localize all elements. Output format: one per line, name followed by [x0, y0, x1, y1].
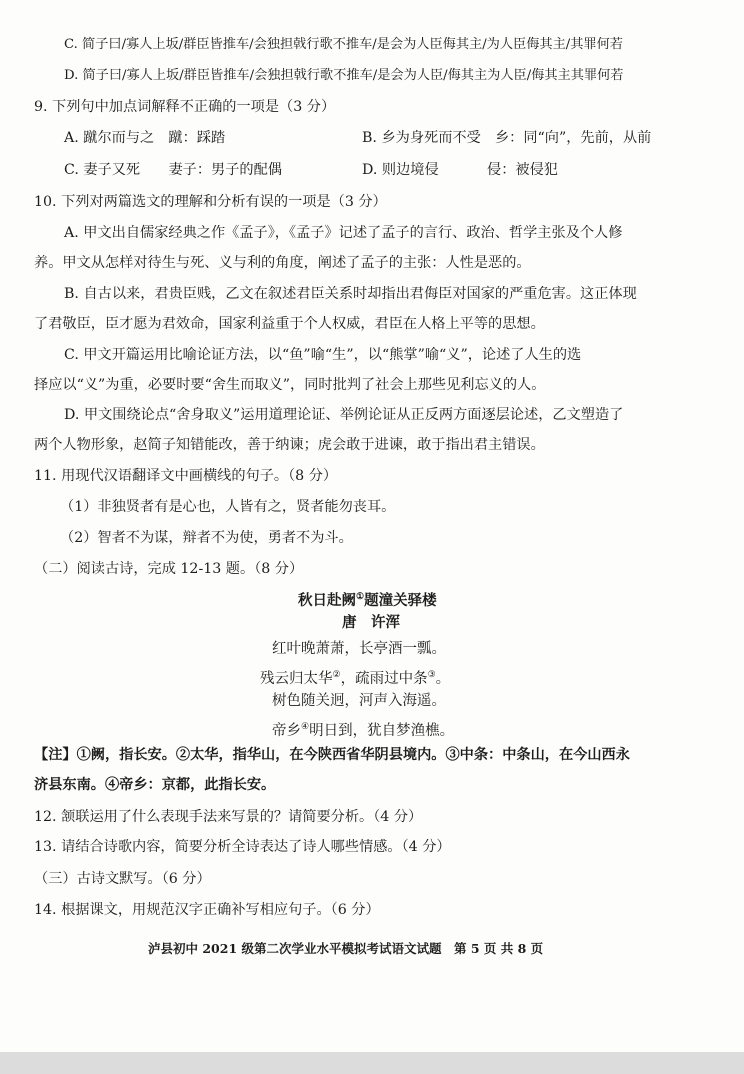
poem-line-2: 残云归太华②，疏雨过中条③。 — [260, 670, 451, 687]
q10-stem: 10. 下列对两篇选文的理解和分析有误的一项是（3 分） — [34, 194, 387, 210]
q10-option-c-line1: C. 甲文开篇运用比喻论证方法，以“鱼”喻“生”，以“熊掌”喻“义”，论述了人生的选 — [64, 347, 582, 363]
poem-line-1: 红叶晚萧萧，长亭酒一瓢。 — [272, 641, 446, 657]
q11-stem: 11. 用现代汉语翻译文中画横线的句子。（8 分） — [34, 468, 338, 484]
q10-option-c-line2: 择应以“义”为重，必要时要“舍生而取义”，同时批判了社会上那些见利忘义的人。 — [34, 377, 546, 393]
q10-option-d-line2: 两个人物形象，赵简子知错能改，善于纳谏；虎会敢于进谏，敢于指出君主错误。 — [34, 437, 545, 453]
section-2-heading: （二）阅读古诗，完成 12-13 题。（8 分） — [34, 561, 304, 577]
q10-option-a-line1: A. 甲文出自儒家经典之作《孟子》，《孟子》记述了孟子的言行、政治、哲学主张及个人修 — [64, 225, 623, 241]
q9-option-d: D. 则边境侵 — [362, 162, 439, 178]
q13-stem: 13. 请结合诗歌内容，简要分析全诗表达了诗人哪些情感。（4 分） — [34, 839, 451, 855]
q11-sentence-2: （2）智者不为谋，辩者不为使，勇者不为斗。 — [60, 530, 353, 546]
q14-stem: 14. 根据课文，用规范汉字正确补写相应句子。（6 分） — [34, 902, 380, 918]
poem-author: 唐 许浑 — [342, 614, 400, 631]
q9-stem: 9. 下列句中加点词解释不正确的一项是（3 分） — [34, 99, 336, 115]
q10-option-a-line2: 养。甲文从怎样对待生与死、义与利的角度，阐述了孟子的主张：人性是恶的。 — [34, 255, 531, 271]
q10-option-b-line1: B. 自古以来，君贵臣贱，乙文在叙述君臣关系时却指出君侮臣对国家的严重危害。这正体现 — [64, 286, 637, 302]
poem-line-3: 树色随关迥，河声入海遥。 — [272, 693, 446, 709]
section-3-heading: （三）古诗文默写。（6 分） — [34, 871, 211, 887]
q10-option-d-line1: D. 甲文围绕论点“舍身取义”运用道理论证、举例论证从正反两方面逐层论述，乙文塑造了 — [64, 407, 624, 423]
q9-option-b: B. 乡为身死而不受 乡：同“向”，先前，从前 — [362, 130, 652, 146]
q9-option-a: A. 蹴尔而与之 蹴：踩踏 — [64, 130, 226, 146]
q9-option-c: C. 妻子又死 妻子：男子的配偶 — [64, 162, 282, 178]
poem-note-line-2: 济县东南。④帝乡：京都，此指长安。 — [34, 777, 276, 793]
poem-line-4: 帝乡④明日到，犹自梦渔樵。 — [272, 722, 455, 739]
q8-option-d: D. 简子曰/寡人上坂/群臣皆推车/会独担戟行歌不推车/是会为人臣/侮其主为人臣/侮其主其罪何若 — [64, 68, 624, 83]
bottom-scan-margin — [0, 1052, 744, 1074]
q8-option-c: C. 简子曰/寡人上坂/群臣皆推车/会独担戟行歌不推车/是会为人臣侮其主/为人臣侮其主/其罪何若 — [64, 37, 623, 52]
poem-note-line-1: 【注】①阙，指长安。②太华，指华山，在今陕西省华阴县境内。③中条：中条山，在今山西永 — [34, 747, 630, 763]
q11-sentence-1: （1）非独贤者有是心也，人皆有之，贤者能勿丧耳。 — [60, 499, 396, 515]
q9-option-d-explanation: 侵：被侵犯 — [487, 162, 558, 178]
page-footer: 泸县初中 2021 级第二次学业水平模拟考试语文试题 第 5 页 共 8 页 — [148, 941, 544, 956]
q12-stem: 12. 颔联运用了什么表现手法来写景的？请简要分析。（4 分） — [34, 809, 423, 825]
poem-title: 秋日赴阙①题潼关驿楼 — [298, 591, 437, 609]
q10-option-b-line2: 了君敬臣，臣才愿为君效命，国家利益重于个人权威，君臣在人格上平等的思想。 — [34, 316, 545, 332]
